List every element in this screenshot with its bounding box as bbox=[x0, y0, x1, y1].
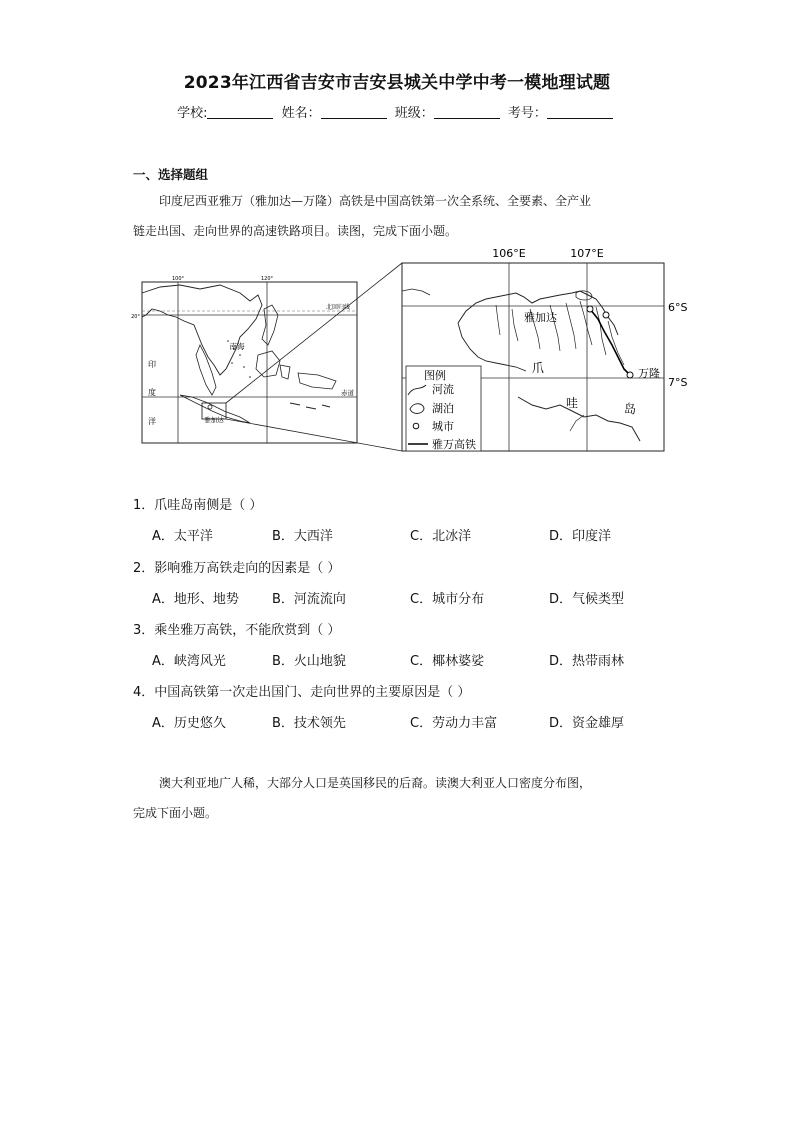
paper-title: 2023年江西省吉安市吉安县城关中学中考一模地理试题 bbox=[183, 73, 611, 93]
class-label: 班级： bbox=[394, 106, 434, 121]
intro-line: 完成下面小题。 bbox=[133, 806, 218, 820]
overview-lon-100: 100° bbox=[171, 276, 185, 282]
question-stem: 3．乘坐雅万高铁，不能欣赏到（ ） bbox=[133, 623, 341, 638]
option-d[interactable]: D．印度洋 bbox=[549, 529, 612, 544]
legend-rail: 雅万高铁 bbox=[432, 438, 476, 451]
option-c[interactable]: C．劳动力丰富 bbox=[410, 716, 498, 731]
option-c[interactable]: C．椰林婆娑 bbox=[410, 654, 485, 669]
intro-line: 印度尼西亚雅万（雅加达—万隆）高铁是中国高铁第一次全系统、全要素、全产业 bbox=[159, 194, 592, 208]
java-char-2: 哇 bbox=[566, 396, 579, 410]
option-b[interactable]: B．河流流向 bbox=[272, 592, 346, 607]
option-a[interactable]: A．峡湾风光 bbox=[152, 654, 226, 669]
question-stem: 1．爪哇岛南侧是（ ） bbox=[133, 498, 263, 513]
legend-river: 河流 bbox=[432, 383, 454, 396]
detail-lat-6s: 6°S bbox=[668, 301, 688, 314]
option-b[interactable]: B．火山地貌 bbox=[272, 654, 346, 669]
detail-map bbox=[402, 247, 687, 451]
java-char-3: 岛 bbox=[624, 402, 637, 416]
legend-city: 城市 bbox=[432, 420, 454, 433]
school-label: 学校: bbox=[177, 106, 208, 121]
south-sea-label: 南海 bbox=[229, 342, 245, 351]
number-label: 考号： bbox=[507, 106, 547, 121]
option-b[interactable]: B．技术领先 bbox=[272, 716, 346, 731]
bandung-label: 万隆 bbox=[638, 367, 660, 380]
indian-ocean-char-1: 印 bbox=[148, 360, 156, 369]
option-a[interactable]: A．地形、地势 bbox=[152, 592, 239, 607]
indian-ocean-char-3: 洋 bbox=[148, 417, 156, 426]
detail-lat-7s: 7°S bbox=[668, 376, 688, 389]
legend-lake: 湖泊 bbox=[432, 402, 454, 415]
indian-ocean-char-2: 度 bbox=[148, 388, 156, 397]
equator-label: 赤道 bbox=[341, 389, 354, 397]
class-blank[interactable] bbox=[434, 106, 500, 119]
city-symbol-icon bbox=[413, 423, 419, 429]
section1-intro bbox=[133, 186, 673, 246]
section-heading: 一、选择题组 bbox=[133, 167, 209, 182]
overview-map bbox=[131, 276, 357, 443]
option-d[interactable]: D．热带雨林 bbox=[549, 654, 625, 669]
option-a[interactable]: A．太平洋 bbox=[152, 529, 213, 544]
overview-lat-20: 20° bbox=[131, 314, 140, 320]
map-figure bbox=[131, 245, 688, 455]
jakarta-label: 雅加达 bbox=[524, 311, 557, 324]
java-char-1: 爪 bbox=[532, 361, 545, 375]
option-c[interactable]: C．城市分布 bbox=[410, 592, 485, 607]
intro-line: 链走出国、走向世界的高速铁路项目。读图，完成下面小题。 bbox=[133, 224, 458, 238]
question-stem: 4．中国高铁第一次走出国门、走向世界的主要原因是（ ） bbox=[133, 685, 471, 700]
legend-title: 图例 bbox=[424, 369, 446, 382]
overview-lon-120: 120° bbox=[260, 276, 274, 282]
option-c[interactable]: C．北冰洋 bbox=[410, 529, 472, 544]
option-a[interactable]: A．历史悠久 bbox=[152, 716, 226, 731]
name-label: 姓名： bbox=[281, 106, 321, 121]
detail-lon-107: 107°E bbox=[570, 247, 604, 260]
option-d[interactable]: D．气候类型 bbox=[549, 592, 625, 607]
tropic-label: 北回归线 bbox=[325, 304, 350, 311]
intro-line: 澳大利亚地广人稀，大部分人口是英国移民的后裔。读澳大利亚人口密度分布图， bbox=[159, 776, 592, 790]
overview-jakarta-label: 雅加达 bbox=[204, 416, 224, 424]
number-blank[interactable] bbox=[547, 106, 613, 119]
section2-intro bbox=[133, 768, 673, 828]
detail-lon-106: 106°E bbox=[492, 247, 526, 260]
question-stem: 2．影响雅万高铁走向的因素是（ ） bbox=[133, 561, 341, 576]
student-info-line bbox=[0, 102, 794, 121]
option-b[interactable]: B．大西洋 bbox=[272, 529, 333, 544]
option-d[interactable]: D．资金雄厚 bbox=[549, 716, 625, 731]
name-blank[interactable] bbox=[321, 106, 387, 119]
school-blank[interactable] bbox=[207, 106, 273, 119]
